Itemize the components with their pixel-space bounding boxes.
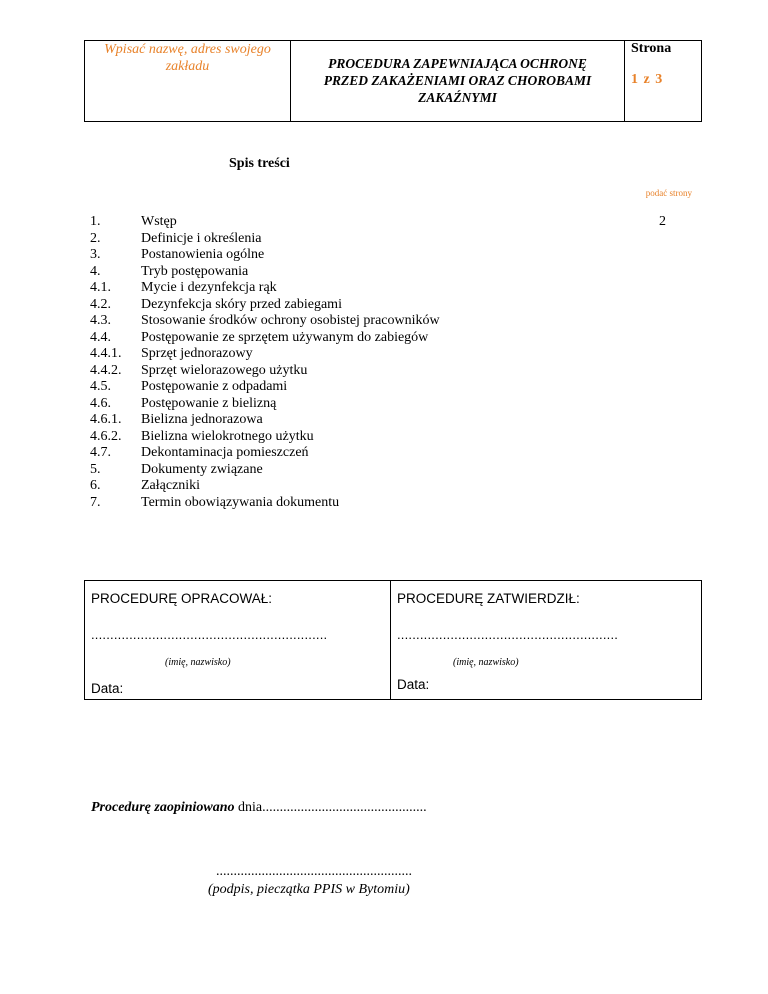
toc-item-label: Postanowienia ogólne	[141, 247, 265, 262]
toc-item	[90, 247, 696, 264]
prepared-by-label: PROCEDURĘ OPRACOWAŁ:	[91, 591, 273, 606]
prepared-by-section	[85, 581, 391, 699]
opinion-line	[91, 800, 427, 816]
toc-item-label: Stosowanie środków ochrony osobistej pracowników	[141, 313, 440, 328]
toc-item-label: Postępowanie ze sprzętem używanym do zabiegów	[141, 329, 429, 345]
toc-item-number: 4.4.2.	[90, 362, 122, 378]
stamp-signature-hint: (podpis, pieczątka PPIS w Bytomiu)	[208, 882, 410, 897]
toc-item-label: Termin obowiązywania dokumentu	[141, 494, 340, 510]
prepared-by-name-line: ..............................................................	[91, 627, 328, 642]
toc-item	[90, 429, 696, 446]
toc-item	[90, 396, 696, 413]
page-label: Strona	[631, 41, 672, 56]
toc-item-label: Bielizna jednorazowa	[141, 412, 263, 427]
toc-item	[90, 297, 696, 314]
toc-item	[90, 379, 696, 396]
toc-item-label: Tryb postępowania	[141, 263, 249, 279]
stamp-signature-line: ........................................................	[216, 864, 412, 879]
toc-item-label: Postępowanie z bielizną	[141, 395, 277, 411]
toc-item-number: 4.6.1.	[90, 412, 122, 427]
pages-note: podać strony	[645, 188, 692, 198]
toc-item-number: 4.5.	[90, 379, 111, 394]
toc-item	[90, 346, 696, 363]
toc-item-label: Postępowanie z odpadami	[141, 379, 288, 394]
toc-item-label: Definicje i określenia	[141, 230, 262, 246]
toc-item-label: Sprzęt wielorazowego użytku	[141, 362, 308, 378]
toc-item-number: 4.3.	[90, 313, 111, 328]
toc-title: Spis treści	[229, 156, 290, 171]
toc-item-label: Dekontaminacja pomieszczeń	[141, 445, 309, 460]
approved-by-name-hint: (imię, nazwisko)	[453, 657, 519, 668]
toc-item	[90, 412, 696, 429]
toc-item-number: 1.	[90, 214, 101, 229]
approved-by-date: Data:	[397, 677, 430, 692]
toc-item-number: 4.4.	[90, 329, 111, 345]
toc-item-number: 7.	[90, 494, 101, 510]
signature-box	[84, 580, 702, 700]
procedure-title-line2: PRZED ZAKAŻENIAMI ORAZ CHOROBAMI	[323, 73, 592, 88]
toc-item-label: Dezynfekcja skóry przed zabiegami	[141, 296, 342, 312]
opinion-date-line: dnia...............................................	[234, 800, 427, 815]
page-value: 1 z 3	[631, 72, 664, 87]
approved-by-section	[391, 581, 701, 699]
toc-item	[90, 231, 696, 248]
toc-item-number: 4.	[90, 263, 101, 279]
company-placeholder-line1: Wpisać nazwę, adres swojego	[104, 42, 271, 57]
table-of-contents	[90, 214, 696, 511]
toc-item-number: 3.	[90, 247, 101, 262]
toc-item-number: 4.2.	[90, 296, 111, 312]
toc-item-number: 6.	[90, 478, 101, 493]
toc-item-label: Bielizna wielokrotnego użytku	[141, 428, 314, 444]
toc-item	[90, 214, 696, 231]
toc-item	[90, 462, 696, 479]
toc-item	[90, 478, 696, 495]
company-placeholder	[85, 41, 291, 121]
toc-item	[90, 264, 696, 281]
prepared-by-name-hint: (imię, nazwisko)	[165, 657, 231, 668]
opinion-bold-text: Procedurę zaopiniowano	[91, 800, 235, 815]
toc-item-label: Załączniki	[141, 478, 201, 493]
toc-item-label: Sprzęt jednorazowy	[141, 346, 253, 361]
prepared-by-date: Data:	[91, 681, 124, 696]
procedure-title-line3: ZAKAŹNYMI	[418, 90, 497, 105]
approved-by-name-line: ..........................................................	[397, 627, 619, 642]
toc-item	[90, 280, 696, 297]
toc-item-label: Wstęp	[141, 214, 177, 229]
toc-item	[90, 445, 696, 462]
procedure-title-line1: PROCEDURA ZAPEWNIAJĄCA OCHRONĘ	[328, 56, 587, 71]
company-placeholder-line2: zakładu	[165, 59, 210, 74]
procedure-title	[291, 41, 625, 121]
toc-item-number: 4.7.	[90, 445, 111, 460]
toc-item	[90, 330, 696, 347]
toc-item-number: 4.6.2.	[90, 428, 122, 444]
toc-item-label: Mycie i dezynfekcja rąk	[141, 280, 277, 295]
toc-item-number: 2.	[90, 230, 101, 246]
toc-item	[90, 363, 696, 380]
toc-item-label: Dokumenty związane	[141, 461, 263, 477]
page-indicator	[625, 41, 701, 121]
document-header	[84, 40, 702, 122]
toc-item-number: 4.4.1.	[90, 346, 122, 361]
toc-item	[90, 495, 696, 512]
toc-item	[90, 313, 696, 330]
toc-item-page: 2	[659, 214, 666, 229]
toc-item-number: 4.6.	[90, 395, 111, 411]
toc-item-number: 5.	[90, 461, 101, 477]
toc-item-number: 4.1.	[90, 280, 111, 295]
approved-by-label: PROCEDURĘ ZATWIERDZIŁ:	[397, 591, 580, 606]
